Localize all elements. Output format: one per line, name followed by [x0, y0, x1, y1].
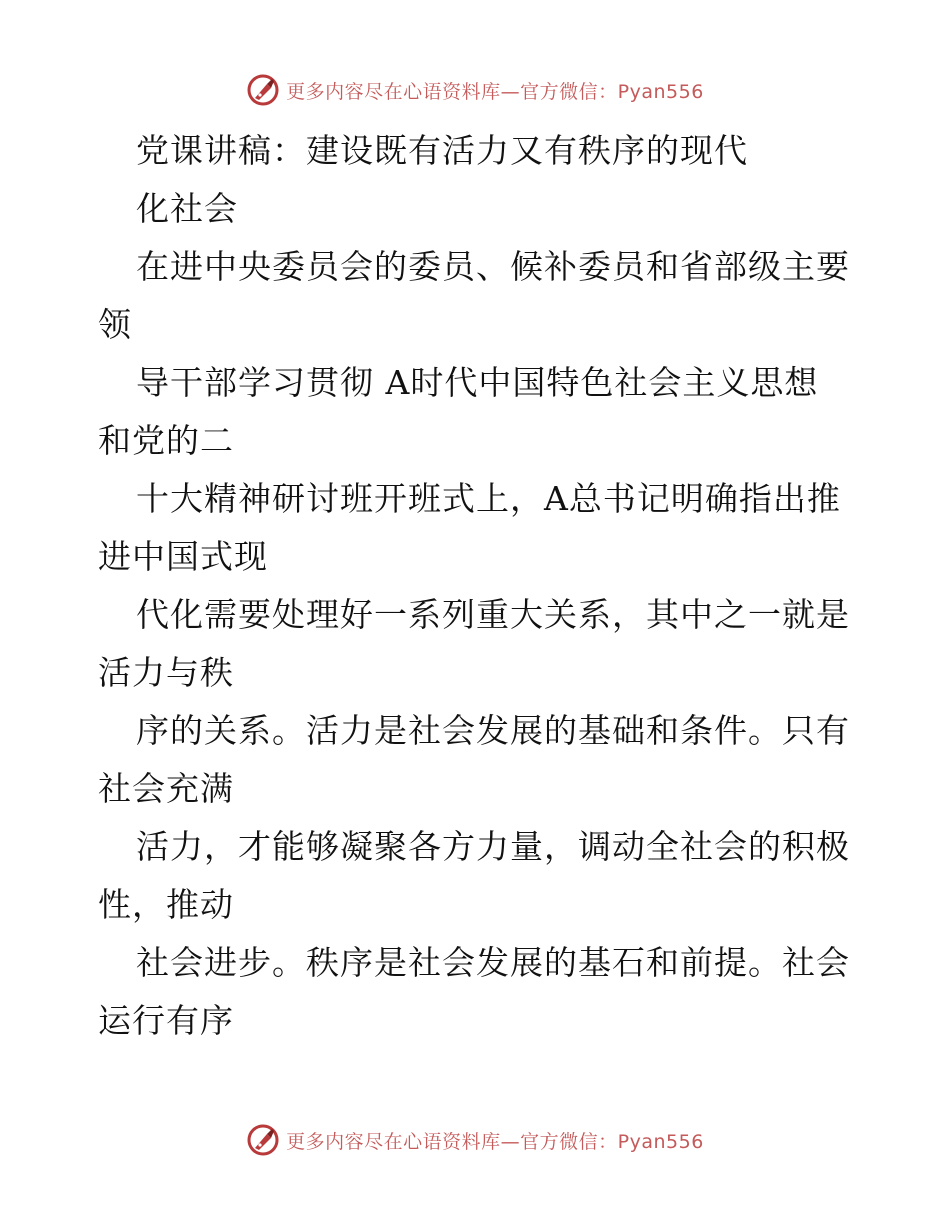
paragraph-line: 性，推动 — [98, 885, 234, 924]
paragraph-line: 代化需要处理好一系列重大关系，其中之一就是 — [136, 595, 850, 634]
footer-watermark-text: 更多内容尽在心语资料库—官方微信：Pyan556 — [286, 1130, 704, 1153]
paragraph-line: 运行有序 — [98, 1001, 234, 1040]
paragraph-line: 在进中央委员会的委员、候补委员和省部级主要 — [136, 247, 850, 286]
header-watermark-text: 更多内容尽在心语资料库—官方微信：Pyan556 — [286, 80, 704, 103]
paragraph-line: 社会充满 — [98, 769, 234, 808]
paragraph-line: 活力与秩 — [98, 653, 234, 692]
document-body — [98, 122, 858, 1050]
header-watermark — [0, 70, 950, 110]
pen-nib-logo-icon — [246, 1123, 280, 1157]
document-title-line-1: 党课讲稿：建设既有活力又有秩序的现代 — [136, 131, 748, 170]
paragraph-line: 领 — [98, 305, 132, 344]
paragraph-line: 进中国式现 — [98, 537, 268, 576]
footer-watermark — [0, 1120, 950, 1160]
paragraph-line: 导干部学习贯彻 A时代中国特色社会主义思想 — [136, 363, 819, 402]
paragraph-line: 序的关系。活力是社会发展的基础和条件。只有 — [136, 711, 850, 750]
paragraph-line: 社会进步。秩序是社会发展的基石和前提。社会 — [136, 943, 850, 982]
document-title-line-2: 化社会 — [136, 189, 238, 228]
paragraph-line: 活力，才能够凝聚各方力量，调动全社会的积极 — [136, 827, 850, 866]
paragraph-line: 和党的二 — [98, 421, 234, 460]
pen-nib-logo-icon — [246, 73, 280, 107]
paragraph-line: 十大精神研讨班开班式上，A总书记明确指出推 — [136, 479, 841, 518]
